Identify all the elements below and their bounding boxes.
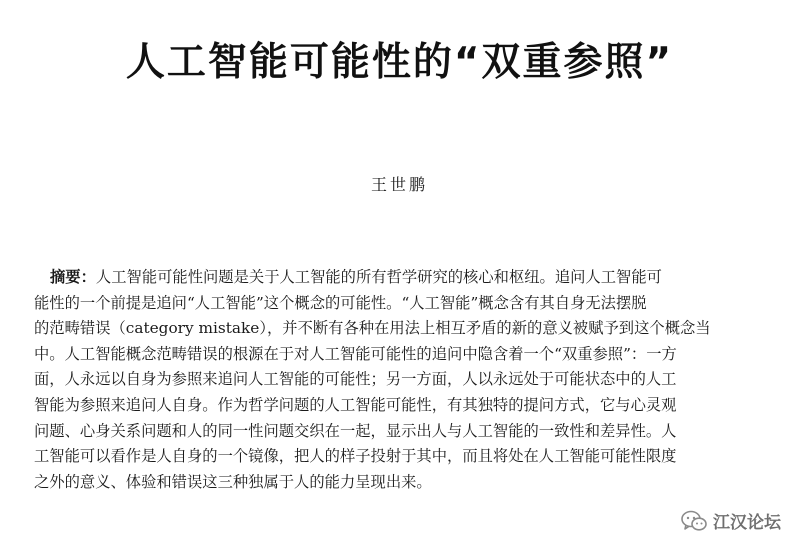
abstract-line: 摘要：人工智能可能性问题是关于人工智能的所有哲学研究的核心和枢纽。追问人工智能可 xyxy=(50,268,662,286)
abstract-line: 能性的一个前提是追问“人工智能”这个概念的可能性。“人工智能”概念含有其自身无法摆脱 xyxy=(34,293,647,312)
abstract-line: 的范畴错误（category mistake），并不断有各种在用法上相互矛盾的新的意义被赋予到这个概念当 xyxy=(34,319,711,338)
abstract xyxy=(34,265,784,495)
abstract-line: 智能为参照来追问人自身。作为哲学问题的人工智能可能性，有其独特的提问方式，它与心灵观 xyxy=(34,395,677,414)
abstract-line: 之外的意义、体验和错误这三种独属于人的能力呈现出来。 xyxy=(34,472,432,491)
watermark xyxy=(681,508,781,533)
watermark-text: 江汉论坛 xyxy=(713,513,781,533)
abstract-line: 工智能可以看作是人自身的一个镜像，把人的样子投射于其中，而且将处在人工智能可能性限度 xyxy=(34,447,677,466)
abstract-label: 摘要： xyxy=(50,268,96,286)
author-name: 王世鹏 xyxy=(370,175,428,194)
article-title: 人工智能可能性的“双重参照” xyxy=(125,40,674,85)
abstract-line: 中。人工智能概念范畴错误的根源在于对人工智能可能性的追问中隐含着一个“双重参照”：一方 xyxy=(34,344,677,363)
wechat-icon xyxy=(681,510,707,532)
abstract-line: 问题、心身关系问题和人的同一性问题交织在一起，显示出人与人工智能的一致性和差异性。人 xyxy=(34,421,677,440)
abstract-line: 面，人永远以自身为参照来追问人工智能的可能性；另一方面，人以永远处于可能状态中的人工 xyxy=(34,370,677,389)
